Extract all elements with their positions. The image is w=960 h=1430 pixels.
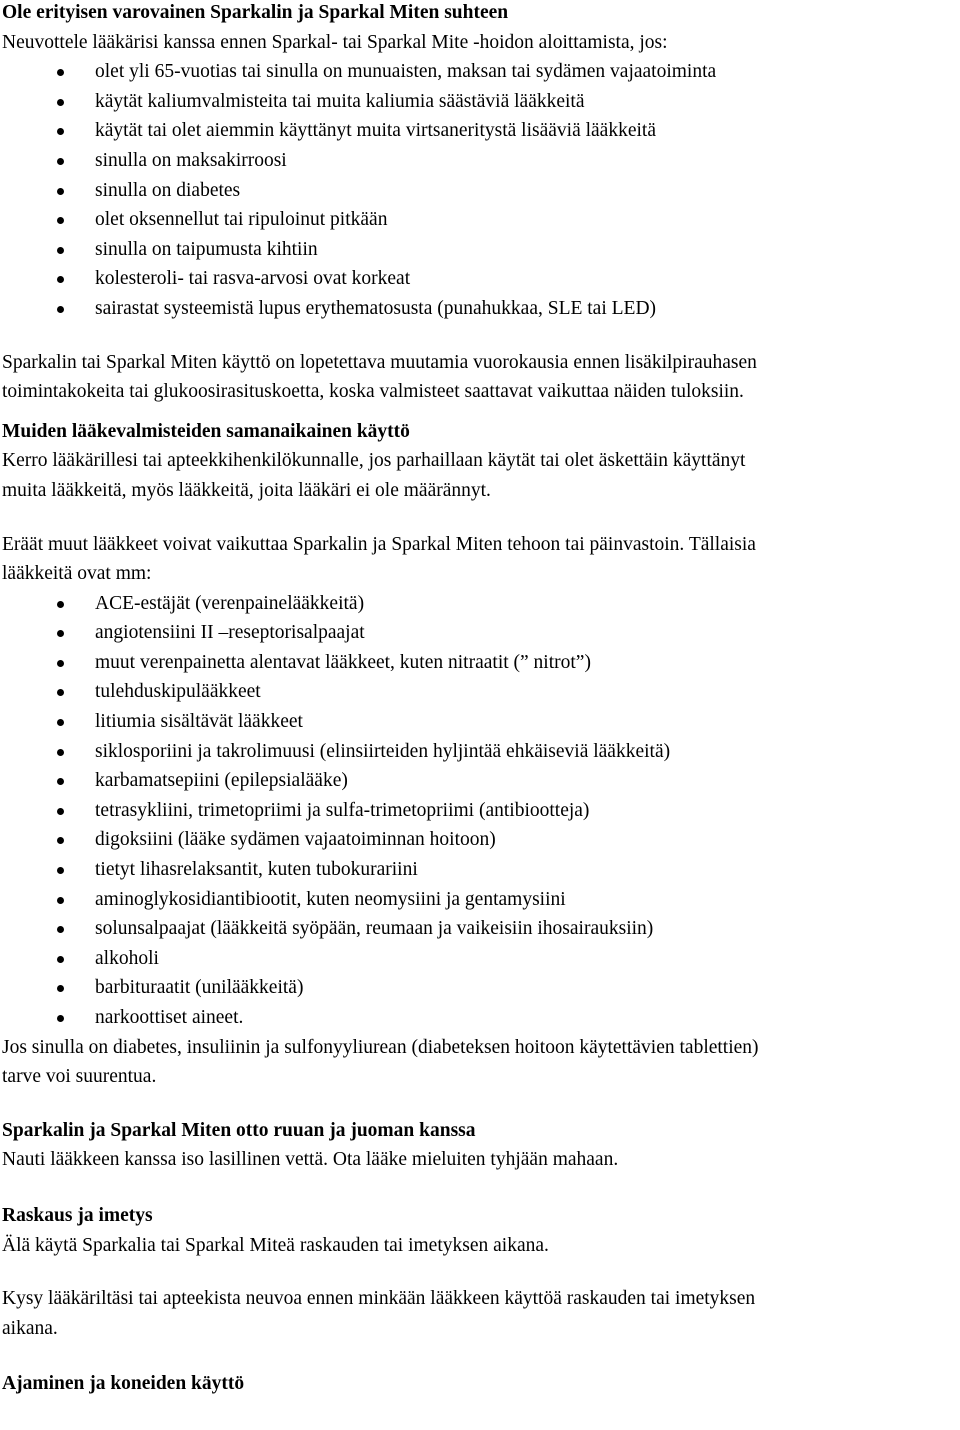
- bullet-icon: [57, 99, 64, 106]
- bullet-icon: [57, 719, 64, 726]
- list-item: ACE-estäjät (verenpainelääkkeitä): [2, 589, 958, 619]
- list-item: käytät tai olet aiemmin käyttänyt muita virtsaneritystä lisääviä lääkkeitä: [2, 116, 958, 146]
- section-heading-interactions: Muiden lääkevalmisteiden samanaikainen käyttö: [2, 420, 410, 442]
- list-item: alkoholi: [2, 944, 958, 974]
- interactions-note: Eräät muut lääkkeet voivat vaikuttaa Sparkalin ja Sparkal Miten tehoon tai päinvastoin. Tällaisia lääkkeitä ovat mm:: [2, 533, 756, 585]
- bullet-icon: [57, 276, 64, 283]
- list-item: olet yli 65-vuotias tai sinulla on munuaisten, maksan tai sydämen vajaatoiminta: [2, 57, 958, 87]
- document-page: [2, 0, 958, 1399]
- list-item: sairastat systeemistä lupus erythematosusta (punahukkaa, SLE tai LED): [2, 294, 958, 324]
- bullet-icon: [57, 749, 64, 756]
- bullet-icon: [57, 808, 64, 815]
- spacer: [2, 506, 958, 530]
- bullet-icon: [57, 926, 64, 933]
- section-heading-food-drink: Sparkalin ja Sparkal Miten otto ruuan ja juoman kanssa: [2, 1119, 476, 1141]
- list-item: tulehduskipulääkkeet: [2, 677, 958, 707]
- bullet-icon: [57, 1015, 64, 1022]
- bullet-icon: [57, 128, 64, 135]
- section-heading-precautions: Ole erityisen varovainen Sparkalin ja Sparkal Miten suhteen: [2, 2, 509, 23]
- list-item: sinulla on maksakirroosi: [2, 146, 958, 176]
- list-item: olet oksennellut tai ripuloinut pitkään: [2, 205, 958, 235]
- bullet-icon: [57, 837, 64, 844]
- interacting-drugs-list: [2, 589, 958, 1033]
- list-item: sinulla on diabetes: [2, 176, 958, 206]
- list-item: tietyt lihasrelaksantit, kuten tubokurariini: [2, 855, 958, 885]
- food-drink-text: Nauti lääkkeen kanssa iso lasillinen vettä. Ota lääke mieluiten tyhjään mahaan.: [2, 1149, 619, 1171]
- bullet-icon: [57, 69, 64, 76]
- list-item: käytät kaliumvalmisteita tai muita kaliumia säästäviä lääkkeitä: [2, 87, 958, 117]
- bullet-icon: [57, 188, 64, 195]
- bullet-icon: [57, 660, 64, 667]
- bullet-icon: [57, 217, 64, 224]
- list-item: narkoottiset aineet.: [2, 1003, 958, 1033]
- list-item: barbituraatit (unilääkkeitä): [2, 973, 958, 1003]
- list-item: solunsalpaajat (lääkkeitä syöpään, reumaan ja vaikeisiin ihosairauksiin): [2, 914, 958, 944]
- bullet-icon: [57, 689, 64, 696]
- precautions-intro: Neuvottele lääkärisi kanssa ennen Sparkal- tai Sparkal Mite -hoidon aloittamista, jos:: [2, 31, 668, 53]
- spacer: [2, 1343, 958, 1369]
- bullet-icon: [57, 985, 64, 992]
- bullet-icon: [57, 306, 64, 313]
- list-item: digoksiini (lääke sydämen vajaatoiminnan hoitoon): [2, 825, 958, 855]
- precautions-list: [2, 57, 958, 323]
- pregnancy-text: Älä käytä Sparkalia tai Sparkal Miteä raskauden tai imetyksen aikana.: [2, 1234, 549, 1256]
- list-item: angiotensiini II –reseptorisalpaajat: [2, 618, 958, 648]
- bullet-icon: [57, 158, 64, 165]
- list-item: kolesteroli- tai rasva-arvosi ovat korkeat: [2, 264, 958, 294]
- spacer: [2, 324, 958, 348]
- bullet-icon: [57, 247, 64, 254]
- bullet-icon: [57, 630, 64, 637]
- spacer: [2, 1260, 958, 1284]
- pregnancy-advice: Kysy lääkäriltäsi tai apteekista neuvoa ennen minkään lääkkeen käyttöä raskauden tai imetyksen aikana.: [2, 1288, 756, 1339]
- list-item: tetrasykliini, trimetopriimi ja sulfa-trimetopriimi (antibiootteja): [2, 796, 958, 826]
- interactions-intro: Kerro lääkärillesi tai apteekkihenkilökunnalle, jos parhaillaan käytät tai olet äskettäin käyttänyt muita lääkkeitä, myös lääkkeitä, joita lääkäri ei ole määrännyt.: [2, 450, 746, 501]
- lab-test-note: Sparkalin tai Sparkal Miten käyttö on lopetettava muutamia vuorokausia ennen lisäkilpirauhasen toimintakokeita tai glukoosirasituskoetta, koska valmisteet saattavat vaikuttaa näiden tuloksiin.: [2, 351, 757, 403]
- diabetes-note: Jos sinulla on diabetes, insuliinin ja sulfonyyliurean (diabeteksen hoitoon käytettävien tablettien) tarve voi suurentua.: [2, 1036, 759, 1088]
- list-item: muut verenpainetta alentavat lääkkeet, kuten nitraatit (” nitrot”): [2, 648, 958, 678]
- list-item: karbamatsepiini (epilepsialääke): [2, 766, 958, 796]
- bullet-icon: [57, 956, 64, 963]
- list-item: siklosporiini ja takrolimuusi (elinsiirteiden hyljintää ehkäiseviä lääkkeitä): [2, 737, 958, 767]
- spacer: [2, 1092, 958, 1116]
- bullet-icon: [57, 778, 64, 785]
- list-item: aminoglykosidiantibiootit, kuten neomysiini ja gentamysiini: [2, 885, 958, 915]
- list-item: sinulla on taipumusta kihtiin: [2, 235, 958, 265]
- list-item: litiumia sisältävät lääkkeet: [2, 707, 958, 737]
- bullet-icon: [57, 867, 64, 874]
- section-heading-pregnancy: Raskaus ja imetys: [2, 1204, 153, 1226]
- bullet-icon: [57, 601, 64, 608]
- spacer: [2, 1175, 958, 1201]
- bullet-icon: [57, 897, 64, 904]
- section-heading-driving: Ajaminen ja koneiden käyttö: [2, 1373, 245, 1395]
- spacer: [2, 407, 958, 417]
